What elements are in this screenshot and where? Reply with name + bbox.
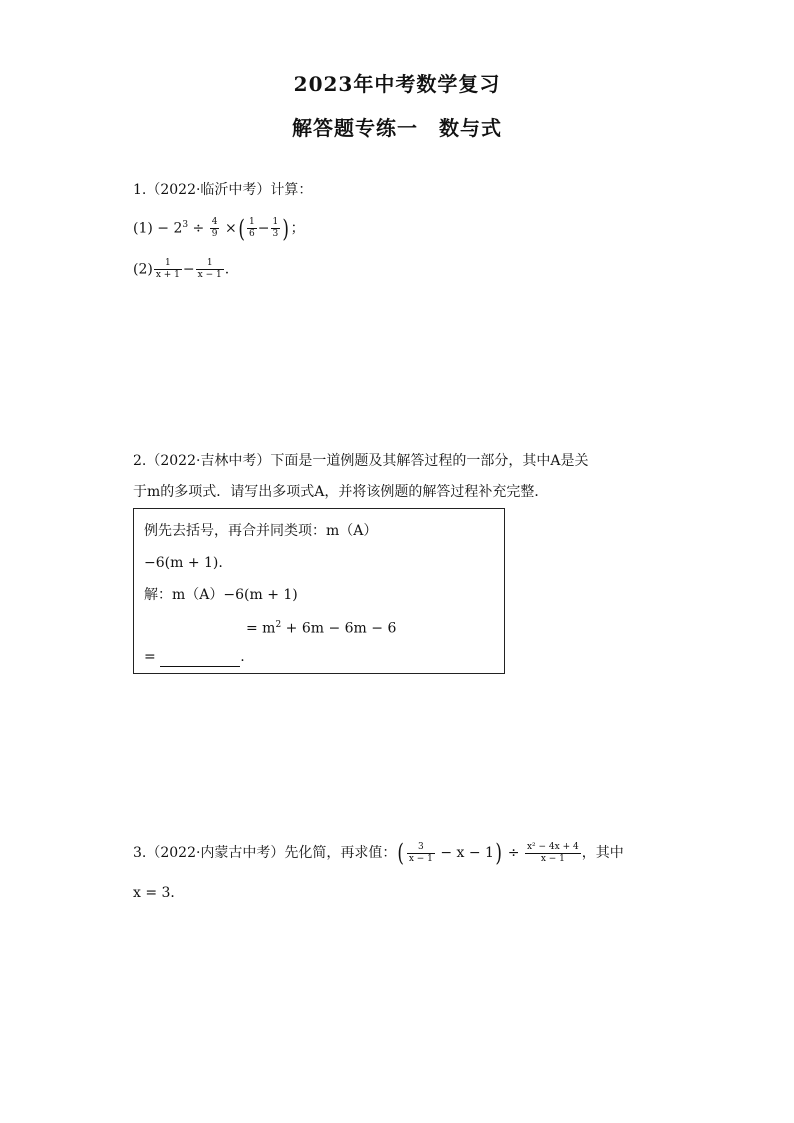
q1-part1: [133, 215, 305, 241]
box-line4-exp: 2: [275, 620, 282, 630]
frac-den: x + 1: [155, 270, 180, 280]
frac-num: x² − 4x + 4: [526, 841, 579, 852]
box-line5: [144, 647, 245, 667]
q3-line1: [133, 841, 624, 865]
box-line5-equals: =: [144, 649, 156, 665]
q1-part2-minus: −: [182, 261, 195, 278]
q1-fraction-1-xplus1: [154, 258, 182, 281]
q3-fraction-poly: [525, 842, 581, 865]
q2-line1: 2.（2022·吉林中考）下面是一道例题及其解答过程的一部分，其中A是关: [133, 453, 589, 469]
q3-div: ÷: [503, 845, 524, 861]
frac-num: 3: [407, 842, 435, 854]
right-paren: ): [282, 214, 290, 243]
box-line5-period: .: [240, 649, 245, 665]
box-line4-a: = m: [246, 620, 276, 637]
q1-fraction-4-9: [210, 217, 220, 240]
q1-fraction-1-xminus1: [196, 258, 224, 281]
q1-fraction-1-6: [247, 217, 257, 240]
q1-part1-div: ÷: [188, 220, 209, 237]
frac-num: 1: [249, 217, 255, 228]
q3-line2: x = 3．: [133, 885, 185, 901]
example-box: [133, 508, 505, 674]
frac-den: 9: [211, 229, 218, 240]
frac-den: x − 1: [540, 853, 565, 864]
q3-mid: − x − 1: [435, 845, 494, 861]
box-line2: −6(m + 1).: [144, 555, 223, 571]
box-line3: 解：m（A）−6(m + 1): [144, 587, 298, 603]
frac-den: x − 1: [408, 853, 433, 864]
q1-times: ×: [224, 220, 237, 237]
frac-num: 1: [272, 217, 279, 228]
q1-part1-exponent: 3: [182, 220, 189, 230]
q1-fraction-1-3: [271, 217, 281, 240]
frac-den: x − 1: [197, 270, 222, 280]
q1-part2: [133, 258, 229, 281]
q1-part1-prefix: (1) − 2: [133, 220, 183, 237]
q1-minus: −: [257, 220, 270, 237]
left-paren: (: [397, 839, 405, 867]
frac-num: 1: [154, 258, 182, 270]
page-title: 2023年中考数学复习: [293, 72, 501, 96]
box-line1: 例先去括号，再合并同类项：m（A）: [144, 523, 378, 539]
left-paren: (: [238, 214, 245, 243]
q1-part2-end: .: [224, 261, 230, 278]
frac-num: 1: [196, 258, 224, 270]
q3-prefix: 3.（2022·内蒙古中考）先化简，再求值：: [133, 845, 397, 861]
q3-fraction-3-xminus1: [407, 842, 435, 865]
box-line4-b: + 6m − 6m − 6: [281, 620, 397, 637]
page-subtitle: 解答题专练一 数与式: [292, 116, 502, 140]
answer-blank[interactable]: [160, 652, 240, 667]
right-paren: ): [495, 839, 502, 867]
frac-num: 4: [211, 217, 218, 228]
q3-suffix: ，其中: [581, 845, 624, 861]
q1-intro: 1.（2022·临沂中考）计算：: [133, 182, 313, 198]
box-line4: [246, 615, 396, 639]
q1-part2-prefix: (2): [133, 261, 153, 278]
q2-line2: 于m的多项式．请写出多项式A，并将该例题的解答过程补充完整．: [133, 484, 549, 500]
frac-den: 3: [272, 229, 279, 240]
q1-part1-end: ；: [290, 220, 305, 237]
frac-den: 6: [249, 229, 255, 240]
